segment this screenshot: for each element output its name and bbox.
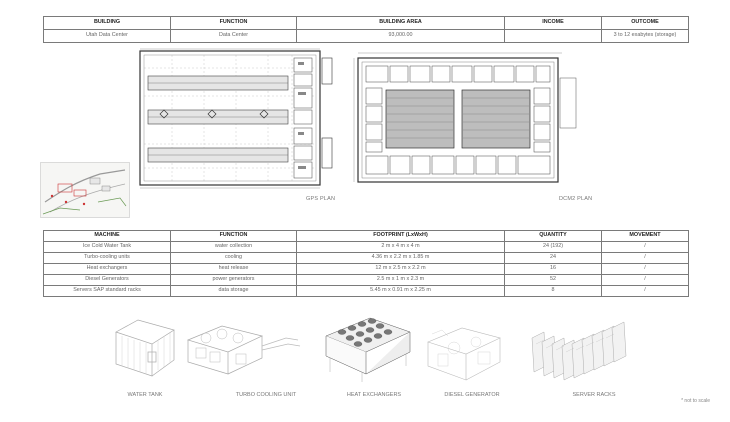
dcm2-plan-label: DCM2 PLAN: [559, 196, 593, 202]
cell-quantity: 8: [505, 286, 602, 297]
table-row: [44, 264, 689, 275]
turbo-cooling-label: TURBO COOLING UNIT: [235, 392, 297, 398]
col-movement: MOVEMENT: [602, 231, 689, 242]
cell-footprint: 12 m x 2.5 m x 2.2 m: [297, 264, 505, 275]
cell-function: heat release: [171, 264, 297, 275]
gps-plan-drawing: [132, 48, 340, 192]
cell-quantity: 24 (192): [505, 242, 602, 253]
cell-movement: /: [602, 253, 689, 264]
machine-table: [43, 230, 689, 297]
col-quantity: QUANTITY: [505, 231, 602, 242]
site-map: [40, 162, 130, 218]
col-function: FUNCTION: [171, 231, 297, 242]
cell-function: Data Center: [171, 30, 297, 43]
cell-machine: Heat exchangers: [44, 264, 171, 275]
table-row: [44, 275, 689, 286]
col-footprint: FOOTPRINT (LxWxH): [297, 231, 505, 242]
cell-income: [505, 30, 602, 43]
cell-footprint: 5.45 m x 0.91 m x 2.25 m: [297, 286, 505, 297]
water-tank-label: WATER TANK: [127, 392, 163, 398]
scale-note: * not to scale: [681, 398, 710, 404]
diesel-generator-illustration: [418, 318, 510, 384]
heat-exchangers-label: HEAT EXCHANGERS: [346, 392, 402, 398]
col-building: BUILDING: [44, 17, 171, 30]
cell-machine: Turbo-cooling units: [44, 253, 171, 264]
building-table: [43, 16, 689, 43]
cell-footprint: 2.5 m x 1 m x 2.3 m: [297, 275, 505, 286]
col-machine: MACHINE: [44, 231, 171, 242]
building-table-header: [44, 17, 689, 30]
server-racks-label: SERVER RACKS: [572, 392, 616, 398]
cell-quantity: 16: [505, 264, 602, 275]
dcm2-plan-drawing: [352, 48, 582, 192]
cell-building: Utah Data Center: [44, 30, 171, 43]
cell-quantity: 52: [505, 275, 602, 286]
cell-footprint: 2 m x 4 m x 4 m: [297, 242, 505, 253]
col-function: FUNCTION: [171, 17, 297, 30]
cell-footprint: 4.36 m x 2.2 m x 1.85 m: [297, 253, 505, 264]
cell-movement: /: [602, 275, 689, 286]
table-row: [44, 286, 689, 297]
diesel-generator-label: DIESEL GENERATOR: [444, 392, 500, 398]
cell-quantity: 24: [505, 253, 602, 264]
table-row: [44, 253, 689, 264]
col-outcome: OUTCOME: [602, 17, 689, 30]
cell-machine: Diesel Generators: [44, 275, 171, 286]
col-income: INCOME: [505, 17, 602, 30]
cell-function: data storage: [171, 286, 297, 297]
cell-machine: Ice Cold Water Tank: [44, 242, 171, 253]
cell-movement: /: [602, 264, 689, 275]
cell-function: power generators: [171, 275, 297, 286]
cell-building-area: 93,000.00: [297, 30, 505, 43]
cell-outcome: 3 to 12 exabytes (storage): [602, 30, 689, 43]
cell-function: water collection: [171, 242, 297, 253]
table-row: [44, 30, 689, 43]
col-building-area: BUILDING AREA: [297, 17, 505, 30]
turbo-cooling-illustration: [182, 316, 302, 380]
machine-table-header: [44, 231, 689, 242]
cell-machine: Servers SAP standard racks: [44, 286, 171, 297]
server-racks-illustration: [524, 314, 636, 386]
water-tank-illustration: [108, 312, 180, 380]
cell-movement: /: [602, 242, 689, 253]
cell-movement: /: [602, 286, 689, 297]
table-row: [44, 242, 689, 253]
gps-plan-label: GPS PLAN: [306, 196, 336, 202]
heat-exchangers-illustration: [322, 312, 414, 384]
cell-function: cooling: [171, 253, 297, 264]
